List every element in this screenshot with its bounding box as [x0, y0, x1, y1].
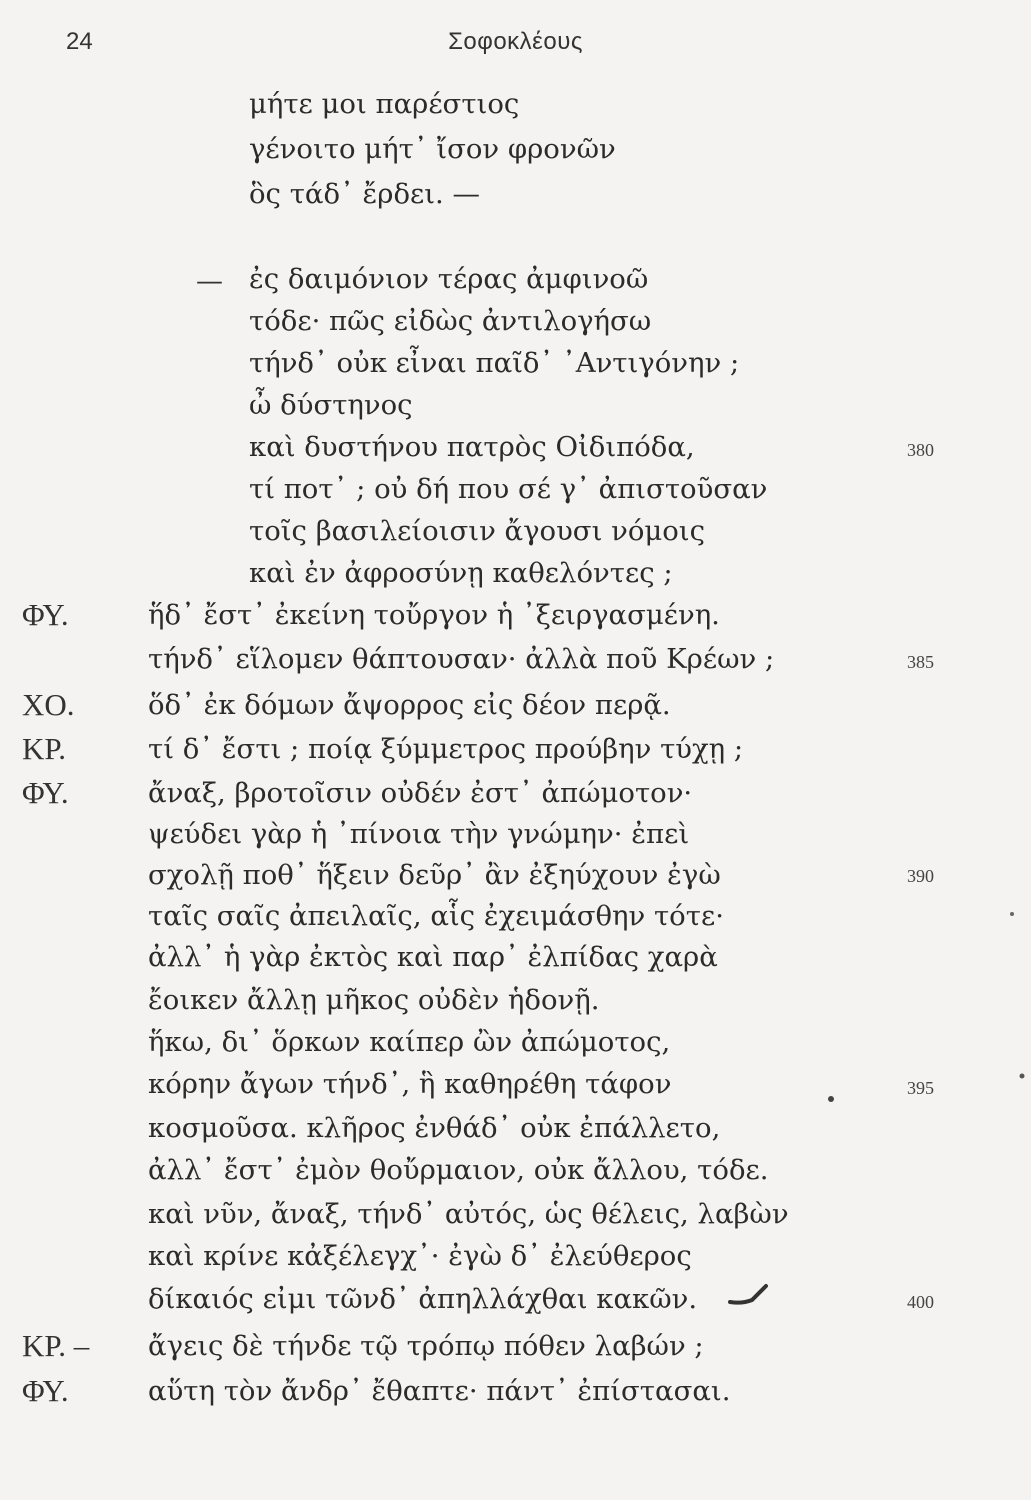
line-number: 395 [907, 1078, 934, 1098]
speaker-label: ΦΥ. [22, 775, 69, 810]
ink-speck [1008, 910, 1016, 918]
verse-line: μήτε μοι παρέστιος [249, 88, 520, 120]
speaker-label: ΧΟ. [22, 687, 75, 722]
ink-speck [826, 1094, 836, 1104]
verse-line: ὅδ᾽ ἐκ δόμων ἄψορρος εἰς δέον περᾷ. [148, 689, 671, 721]
verse-line: ἥκω, δι᾽ ὅρκων καίπερ ὢν ἀπώμοτος, [148, 1026, 671, 1058]
line-number: 385 [907, 652, 934, 672]
line-number: 380 [907, 440, 934, 460]
verse-line: κόρην ἄγων τήνδ᾽, ἣ καθηρέθη τάφον [148, 1068, 672, 1100]
verse-line: ἄναξ, βροτοῖσιν οὐδέν ἐστ᾽ ἀπώμοτον· [148, 777, 693, 809]
verse-line: ταῖς σαῖς ἀπειλαῖς, αἷς ἐχειμάσθην τότε· [148, 900, 724, 932]
verse-line: ἔοικεν ἄλλῃ μῆκος οὐδὲν ἡδονῇ. [148, 984, 600, 1016]
verse-line: τήνδ᾽ οὐκ εἶναι παῖδ᾽ ᾽Αντιγόνην ; [249, 347, 740, 379]
ink-speck [1018, 1072, 1026, 1080]
verse-line: ἥδ᾽ ἔστ᾽ ἐκείνη τοὔργον ἡ ᾽ξειργασμένη. [148, 599, 720, 631]
verse-line: αὕτη τὸν ἄνδρ᾽ ἔθαπτε· πάντ᾽ ἐπίστασαι. [148, 1375, 731, 1407]
verse-line: ἀλλ᾽ ἡ γὰρ ἐκτὸς καὶ παρ᾽ ἐλπίδας χαρὰ [148, 941, 718, 973]
speaker-label: ΚΡ. – [22, 1328, 90, 1363]
speaker-label: ΦΥ. [22, 1373, 69, 1408]
verse-line: καὶ νῦν, ἄναξ, τήνδ᾽ αὐτός, ὡς θέλεις, λαβὼν [148, 1198, 789, 1230]
verse-line: κοσμοῦσα. κλῆρος ἐνθάδ᾽ οὐκ ἐπάλλετο, [148, 1112, 721, 1144]
pencil-tick-mark [728, 1282, 770, 1308]
verse-line: τόδε· πῶς εἰδὼς ἀντιλογήσω [249, 305, 652, 337]
verse-line: καὶ κρίνε κἀξέλεγχ᾽· ἐγὼ δ᾽ ἐλεύθερος [148, 1240, 692, 1272]
verse-line: καὶ ἐν ἀφροσύνῃ καθελόντες ; [249, 557, 673, 589]
verse-line: τί δ᾽ ἔστι ; ποίᾳ ξύμμετρος προύβην τύχῃ ; [148, 733, 744, 765]
verse-line: τί ποτ᾽ ; οὐ δή που σέ γ᾽ ἀπιστοῦσαν [249, 473, 768, 505]
verse-line: σχολῇ ποθ᾽ ἥξειν δεῦρ᾽ ἂν ἐξηύχουν ἐγὼ [148, 859, 721, 891]
verse-line: δίκαιός εἰμι τῶνδ᾽ ἀπηλλάχθαι κακῶν. [148, 1283, 698, 1315]
verse-line: τοῖς βασιλείοισιν ἄγουσι νόμοις [249, 515, 705, 547]
verse-line: ἐς δαιμόνιον τέρας ἀμφινοῶ [249, 263, 649, 295]
verse-line: ἄγεις δὲ τήνδε τῷ τρόπῳ πόθεν λαβών ; [148, 1330, 704, 1362]
verse-line: ἀλλ᾽ ἔστ᾽ ἐμὸν θοὔρμαιον, οὐκ ἄλλου, τόδε. [148, 1154, 769, 1186]
line-number: 390 [907, 866, 934, 886]
page-number: 24 [66, 28, 93, 55]
verse-line: γένοιτο μήτ᾽ ἴσον φρονῶν [249, 133, 616, 165]
speaker-label: ΦΥ. [22, 597, 69, 632]
verse-line: ὦ δύστηνος [249, 389, 413, 421]
running-title: Σοφοκλέους [448, 28, 583, 55]
verse-line: καὶ δυστήνου πατρὸς Οἰδιπόδα, [249, 431, 695, 463]
verse-line: ψεύδει γὰρ ἡ ᾽πίνοια τὴν γνώμην· ἐπεὶ [148, 818, 690, 850]
verse-line: ὃς τάδ᾽ ἔρδει. — [249, 178, 481, 210]
verse-line: τήνδ᾽ εἵλομεν θάπτουσαν· ἀλλὰ ποῦ Κρέων ; [148, 643, 775, 675]
line-number: 400 [907, 1292, 934, 1312]
anapaest-dash: — [196, 266, 223, 297]
speaker-label: ΚΡ. [22, 731, 66, 766]
